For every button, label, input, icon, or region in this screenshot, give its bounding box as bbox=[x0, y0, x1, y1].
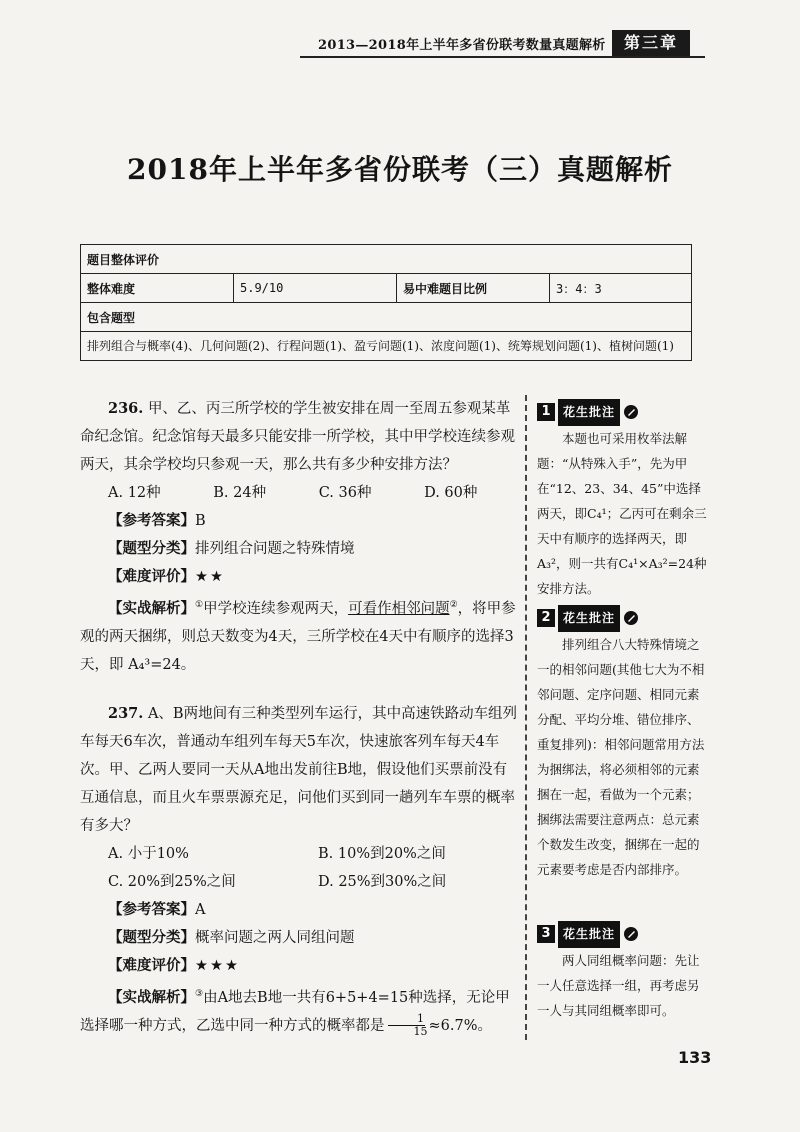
analysis-label: 【实战解析】 bbox=[108, 599, 195, 617]
overview-table bbox=[80, 244, 692, 361]
option-b: B. 10%到20%之间 bbox=[318, 846, 446, 862]
page-number: 133 bbox=[678, 1048, 712, 1067]
option-a: A. 12种 bbox=[108, 485, 161, 501]
question-237 bbox=[80, 700, 520, 1040]
answer-label: 【参考答案】 bbox=[108, 901, 195, 918]
question-number: 237. bbox=[108, 705, 144, 722]
overview-section-label: 题目整体评价 bbox=[81, 245, 692, 274]
option-b: B. 24种 bbox=[213, 485, 267, 501]
rating-stars: ★★★ bbox=[195, 958, 240, 974]
difficulty-value: 5.9/10 bbox=[234, 274, 397, 303]
note-text: 本题也可采用枚举法解题：“从特殊入手”，先为甲在“12、23、34、45”中选择两天，即C₄¹；乙丙可在剩余三天中有顺序的选择两天，即A₃²，则一共有C₄¹×A₃²=24种安排方法。 bbox=[537, 431, 707, 596]
options bbox=[80, 479, 520, 507]
header-rule bbox=[300, 56, 705, 58]
types-label: 包含题型 bbox=[81, 303, 692, 332]
type-value: 概率问题之两人同组问题 bbox=[195, 930, 355, 946]
rating-stars: ★★ bbox=[195, 569, 225, 585]
note-text: 排列组合八大特殊情境之一的相邻问题(其他七大为不相邻问题、定序问题、相同元素分配、平均分堆、错位排序、重复排列)：相邻问题常用方法为捆绑法，将必须相邻的元素捆在一起，看做为一个元素；捆绑法需要注意两点：总元素个数发生改变，捆绑在一起的元素要考虑是否内部排序。 bbox=[537, 637, 705, 877]
chapter-badge: 第三章 bbox=[612, 30, 690, 56]
fraction-numerator: 1 bbox=[388, 1013, 425, 1026]
note-label: 花生批注 bbox=[558, 605, 620, 632]
analysis-text: 甲学校连续参观两天， bbox=[203, 600, 349, 617]
side-note-1 bbox=[537, 400, 707, 601]
question-236 bbox=[80, 395, 520, 679]
option-c: C. 20%到25%之间 bbox=[108, 874, 236, 890]
rating-label: 【难度评价】 bbox=[108, 957, 195, 974]
note-ref: ① bbox=[195, 600, 204, 610]
type-value: 排列组合问题之特殊情境 bbox=[195, 541, 355, 557]
note-badge bbox=[537, 922, 707, 946]
note-ref: ③ bbox=[195, 989, 204, 999]
pen-icon bbox=[623, 404, 639, 420]
note-label: 花生批注 bbox=[558, 399, 620, 426]
option-a: A. 小于10% bbox=[108, 846, 189, 862]
fraction bbox=[386, 1013, 428, 1038]
column-divider bbox=[525, 395, 527, 1040]
side-note-2 bbox=[537, 606, 707, 882]
pen-icon bbox=[623, 926, 639, 942]
question-stem: 甲、乙、丙三所学校的学生被安排在周一至周五参观某革命纪念馆。纪念馆每天最多只能安排一所学校，其中甲学校连续参观两天，其余学校均只参观一天，那么共有多少种安排方法？ bbox=[80, 401, 515, 473]
note-badge bbox=[537, 400, 707, 424]
types-value: 排列组合与概率(4)、几何问题(2)、行程问题(1)、盈亏问题(1)、浓度问题(1)、统筹规划问题(1)、植树问题(1) bbox=[81, 332, 692, 361]
question-stem: A、B两地间有三种类型列车运行，其中高速铁路动车组列车每天6车次，普通动车组列车每天5车次，快速旅客列车每天4车次。甲、乙两人要同一天从A地出发前往B地，假设他们买票前没有互通信息，而且火车票票源充足，问他们买到同一趟列车车票的概率有多大？ bbox=[80, 706, 518, 834]
rating-label: 【难度评价】 bbox=[108, 568, 195, 585]
option-c: C. 36种 bbox=[318, 485, 372, 501]
difficulty-label: 整体难度 bbox=[81, 274, 234, 303]
fraction-denominator: 15 bbox=[413, 1025, 428, 1039]
question-number: 236. bbox=[108, 400, 144, 417]
answer-label: 【参考答案】 bbox=[108, 512, 195, 529]
analysis-highlight: 可看作相邻问题 bbox=[348, 600, 450, 617]
running-title: 2013—2018年上半年多省份联考数量真题解析 bbox=[318, 38, 606, 53]
note-badge bbox=[537, 606, 707, 630]
analysis-text: ≈6.7%。 bbox=[428, 1017, 492, 1034]
ratio-value: 3：4：3 bbox=[550, 274, 692, 303]
option-d: D. 25%到30%之间 bbox=[318, 874, 447, 890]
option-d: D. 60种 bbox=[424, 485, 478, 501]
analysis-text: ，将甲参观的两天捆绑，则总天数变为4天，三所学校在4天中有顺序的选择3天，即 A₄³=24。 bbox=[80, 600, 516, 673]
options bbox=[80, 840, 520, 896]
note-number: 2 bbox=[537, 609, 555, 627]
analysis-label: 【实战解析】 bbox=[108, 988, 195, 1006]
side-note-3 bbox=[537, 922, 707, 1023]
pen-icon bbox=[623, 610, 639, 626]
note-number: 1 bbox=[537, 403, 555, 421]
page-title: 2018年上半年多省份联考（三）真题解析 bbox=[127, 153, 673, 186]
note-number: 3 bbox=[537, 925, 555, 943]
note-text: 两人同组概率问题：先让一人任意选择一组，再考虑另一人与其同组概率即可。 bbox=[537, 953, 700, 1018]
analysis-text: 由A地去B地一共有6+5+4=15种选择，无论甲选择哪一种方式，乙选中同一种方式的概率都是 bbox=[80, 989, 510, 1034]
type-label: 【题型分类】 bbox=[108, 929, 195, 946]
note-ref: ② bbox=[449, 600, 458, 610]
answer-value: B bbox=[195, 513, 206, 529]
ratio-label: 易中难题目比例 bbox=[397, 274, 550, 303]
note-label: 花生批注 bbox=[558, 921, 620, 948]
type-label: 【题型分类】 bbox=[108, 540, 195, 557]
answer-value: A bbox=[195, 902, 206, 918]
